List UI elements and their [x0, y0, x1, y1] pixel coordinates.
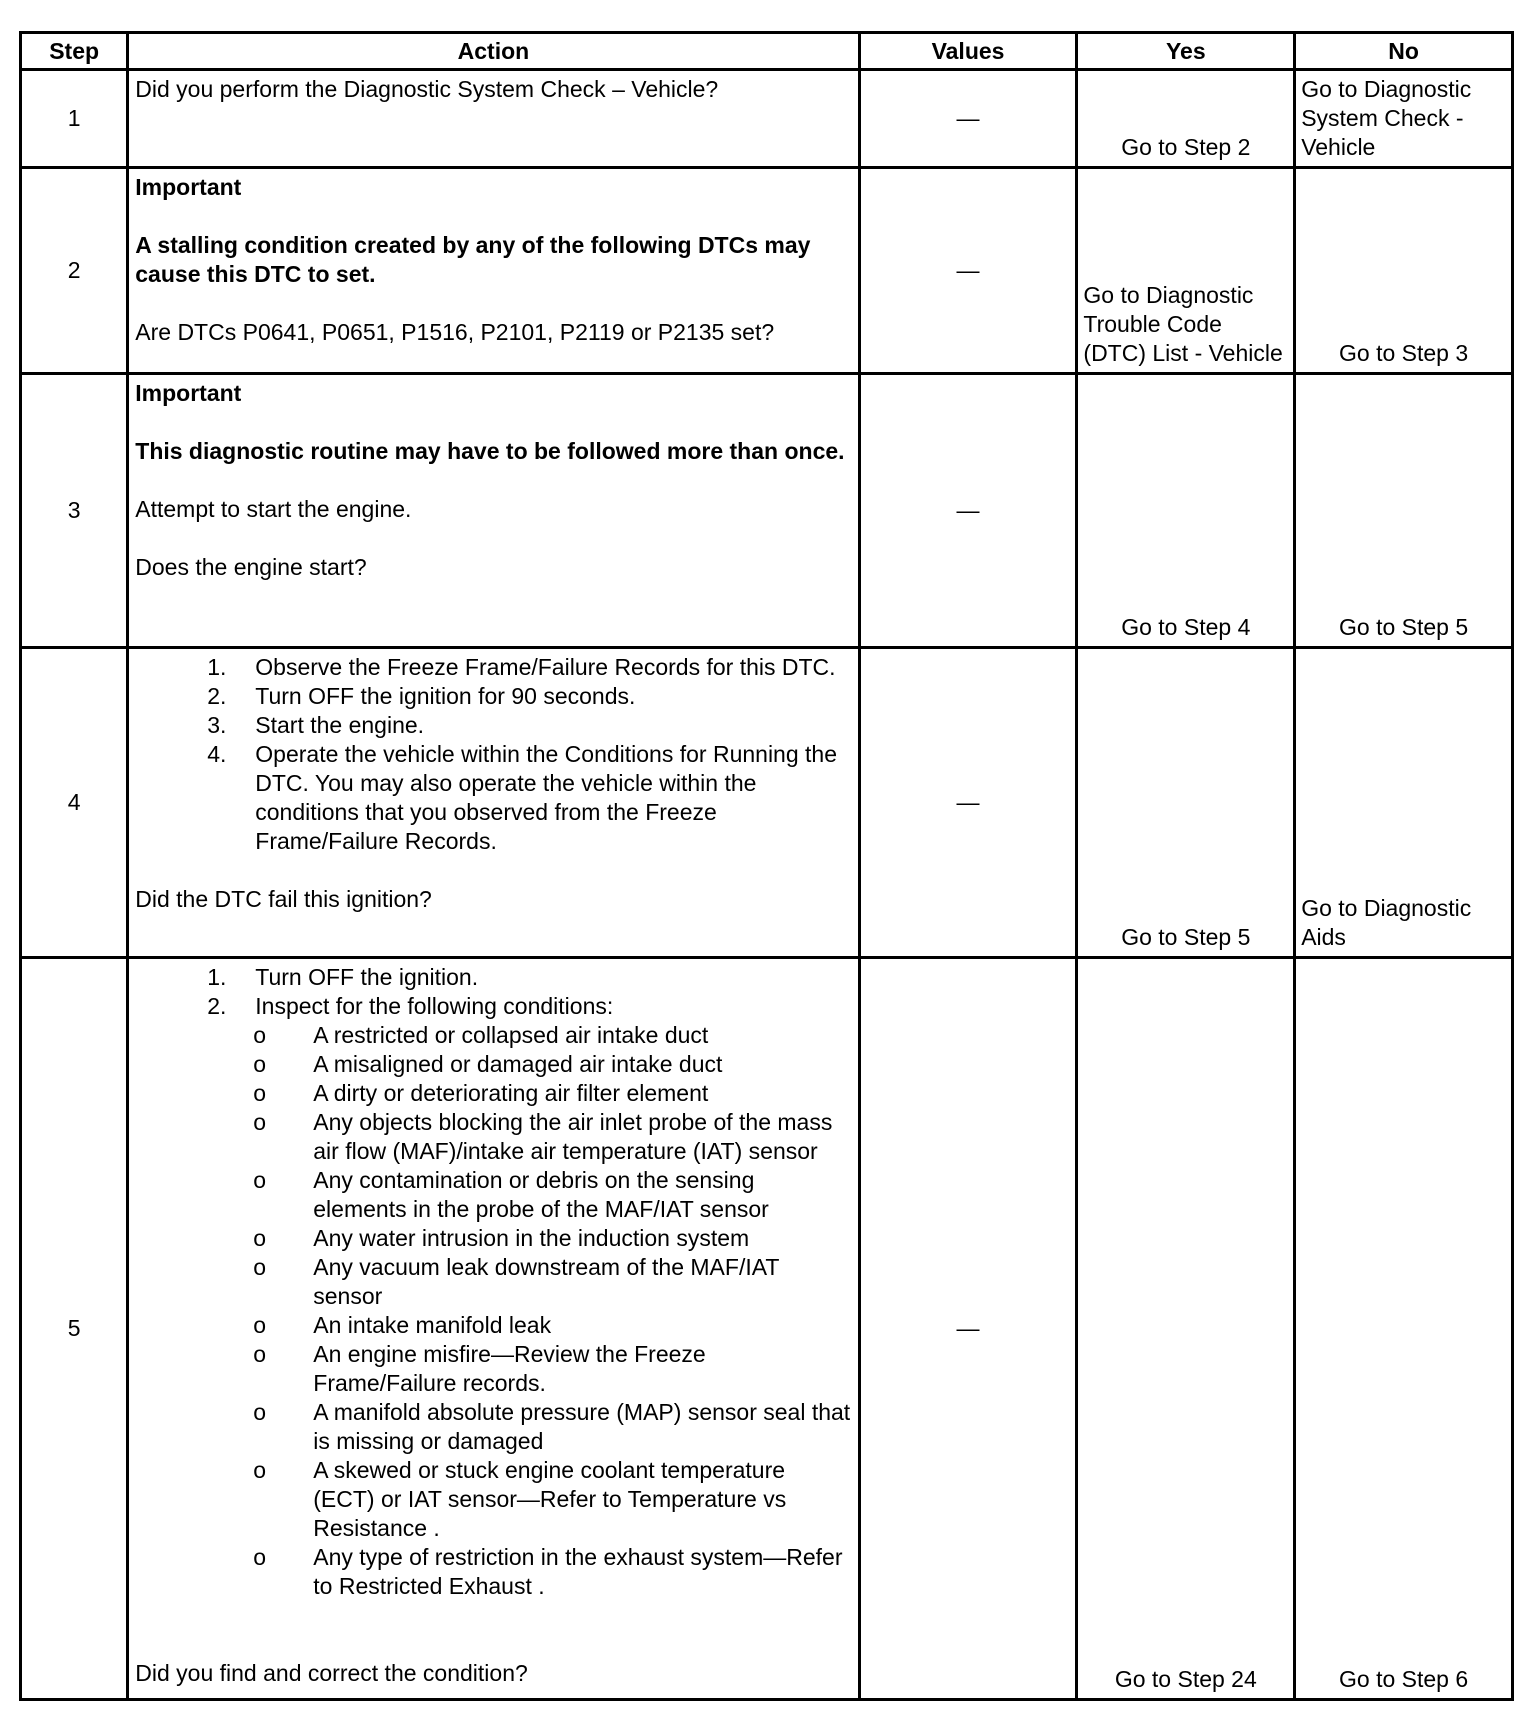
- list-text: Start the engine.: [255, 712, 425, 738]
- yes-cell: Go to Step 24: [1077, 958, 1295, 1700]
- bullet-marker: o: [253, 1167, 267, 1193]
- no-cell: Go to Diagnostic Aids: [1295, 648, 1513, 958]
- condition-item: [135, 1398, 851, 1456]
- list-number: 4.: [207, 741, 227, 767]
- condition-item: [135, 1456, 851, 1543]
- bullet-marker: o: [253, 1544, 267, 1570]
- action-cell: [128, 648, 859, 958]
- list-item: [135, 992, 851, 1021]
- step-number: 3: [21, 374, 128, 648]
- values-cell: [859, 648, 1077, 958]
- condition-item: [135, 1021, 851, 1050]
- important-label: Important: [135, 380, 242, 406]
- condition-text: A restricted or collapsed air intake duct: [313, 1022, 709, 1048]
- condition-text: Any objects blocking the air inlet probe of the mass air flow (MAF)/intake air temperature (IAT) sensor: [313, 1109, 833, 1164]
- list-item: [135, 963, 851, 992]
- action-cell: [128, 168, 859, 374]
- condition-item: [135, 1543, 851, 1601]
- bullet-marker: o: [253, 1312, 267, 1338]
- yes-cell: Go to Step 2: [1077, 70, 1295, 168]
- instruction-list: [135, 963, 851, 1021]
- important-label: Important: [135, 174, 242, 200]
- list-text: Turn OFF the ignition.: [255, 964, 479, 990]
- condition-text: A skewed or stuck engine coolant temperature (ECT) or IAT sensor—Refer to Temperature vs Resistance .: [313, 1457, 787, 1541]
- yes-cell: Go to Step 5: [1077, 648, 1295, 958]
- important-text: A stalling condition created by any of the following DTCs may cause this DTC to set.: [135, 232, 811, 287]
- action-cell: [128, 374, 859, 648]
- list-item: [135, 653, 851, 682]
- list-text: Observe the Freeze Frame/Failure Records for this DTC.: [255, 654, 836, 680]
- condition-item: [135, 1166, 851, 1224]
- list-number: 1.: [207, 964, 227, 990]
- header-row: [21, 33, 1513, 70]
- value-dash: —: [956, 1315, 980, 1341]
- no-cell: Go to Step 3: [1295, 168, 1513, 374]
- table-row-step-1: [21, 70, 1513, 168]
- step-number: 5: [21, 958, 128, 1700]
- step-number: 2: [21, 168, 128, 374]
- condition-list: [135, 1021, 851, 1601]
- bullet-marker: o: [253, 1022, 267, 1048]
- list-number: 2.: [207, 683, 227, 709]
- condition-text: Any contamination or debris on the sensing elements in the probe of the MAF/IAT sensor: [313, 1167, 769, 1222]
- bullet-marker: o: [253, 1457, 267, 1483]
- condition-item: [135, 1253, 851, 1311]
- value-dash: —: [956, 257, 980, 283]
- condition-text: Any type of restriction in the exhaust system—Refer to Restricted Exhaust .: [313, 1544, 843, 1599]
- bullet-marker: o: [253, 1254, 267, 1280]
- condition-text: Any water intrusion in the induction system: [313, 1225, 750, 1251]
- step-number: 4: [21, 648, 128, 958]
- table-row-step-3: [21, 374, 1513, 648]
- list-item: [135, 711, 851, 740]
- list-text: Turn OFF the ignition for 90 seconds.: [255, 683, 636, 709]
- no-cell: Go to Step 5: [1295, 374, 1513, 648]
- list-item: [135, 682, 851, 711]
- values-cell: [859, 374, 1077, 648]
- value-dash: —: [956, 105, 980, 131]
- table-row-step-5: [21, 958, 1513, 1700]
- bullet-marker: o: [253, 1225, 267, 1251]
- list-number: 2.: [207, 993, 227, 1019]
- condition-item: [135, 1050, 851, 1079]
- no-cell: Go to Step 6: [1295, 958, 1513, 1700]
- header-yes: Yes: [1077, 33, 1295, 70]
- table-row-step-2: [21, 168, 1513, 374]
- header-action: Action: [128, 33, 859, 70]
- bullet-marker: o: [253, 1399, 267, 1425]
- list-number: 3.: [207, 712, 227, 738]
- bullet-marker: o: [253, 1109, 267, 1135]
- condition-item: [135, 1079, 851, 1108]
- condition-text: An intake manifold leak: [313, 1312, 552, 1338]
- values-cell: [859, 958, 1077, 1700]
- no-cell: Go to Diagnostic System Check - Vehicle: [1295, 70, 1513, 168]
- condition-text: An engine misfire—Review the Freeze Frame/Failure records.: [313, 1341, 706, 1396]
- yes-cell: Go to Step 4: [1077, 374, 1295, 648]
- action-question: Did you perform the Diagnostic System Check – Vehicle?: [135, 76, 719, 102]
- value-dash: —: [956, 497, 980, 523]
- action-instruction: Attempt to start the engine.: [135, 496, 412, 522]
- condition-item: [135, 1311, 851, 1340]
- condition-text: Any vacuum leak downstream of the MAF/IAT sensor: [313, 1254, 779, 1309]
- table-row-step-4: [21, 648, 1513, 958]
- bullet-marker: o: [253, 1051, 267, 1077]
- action-cell: [128, 958, 859, 1700]
- bullet-marker: o: [253, 1080, 267, 1106]
- condition-item: [135, 1108, 851, 1166]
- action-question: Does the engine start?: [135, 554, 367, 580]
- action-question: Did the DTC fail this ignition?: [135, 886, 432, 912]
- header-values: Values: [859, 33, 1077, 70]
- action-question: Are DTCs P0641, P0651, P1516, P2101, P2119 or P2135 set?: [135, 319, 775, 345]
- instruction-list: [135, 653, 851, 856]
- list-number: 1.: [207, 654, 227, 680]
- diagnostic-table: [19, 31, 1514, 1701]
- header-no: No: [1295, 33, 1513, 70]
- condition-item: [135, 1224, 851, 1253]
- condition-text: A dirty or deteriorating air filter element: [313, 1080, 709, 1106]
- header-step: Step: [21, 33, 128, 70]
- bullet-marker: o: [253, 1341, 267, 1367]
- list-text: Inspect for the following conditions:: [255, 993, 614, 1019]
- step-number: 1: [21, 70, 128, 168]
- list-item: [135, 740, 851, 856]
- action-cell: [128, 70, 859, 168]
- condition-text: A misaligned or damaged air intake duct: [313, 1051, 723, 1077]
- values-cell: [859, 70, 1077, 168]
- condition-item: [135, 1340, 851, 1398]
- important-text: This diagnostic routine may have to be followed more than once.: [135, 438, 845, 464]
- value-dash: —: [956, 789, 980, 815]
- action-question: Did you find and correct the condition?: [135, 1660, 528, 1686]
- values-cell: [859, 168, 1077, 374]
- yes-cell: Go to Diagnostic Trouble Code (DTC) List - Vehicle: [1077, 168, 1295, 374]
- condition-text: A manifold absolute pressure (MAP) sensor seal that is missing or damaged: [313, 1399, 851, 1454]
- list-text: Operate the vehicle within the Conditions for Running the DTC. You may also operate the vehicle within the conditions that you observed from the Freeze Frame/Failure Records.: [255, 741, 838, 854]
